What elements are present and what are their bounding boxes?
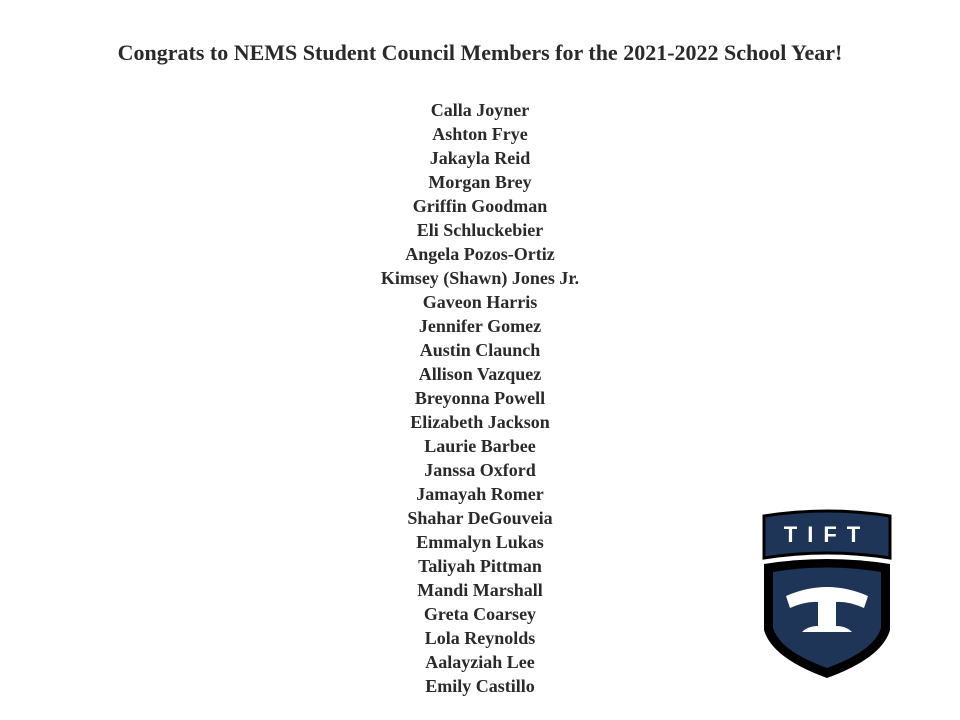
list-item: Allison Vazquez [418, 364, 542, 384]
list-item: Mandi Marshall [417, 580, 543, 600]
list-item: Aalayziah Lee [425, 652, 535, 672]
tift-shield-logo-icon [760, 508, 894, 682]
list-item: Lola Reynolds [424, 628, 536, 648]
list-item: Kimsey (Shawn) Jones Jr. [380, 268, 580, 288]
list-item: Emily Castillo [425, 676, 535, 696]
list-item: Taliyah Pittman [418, 556, 542, 576]
list-item: Austin Claunch [419, 340, 541, 360]
list-item: Greta Coarsey [423, 604, 537, 624]
list-item: Calla Joyner [430, 100, 530, 120]
list-item: Jamayah Romer [416, 484, 544, 504]
list-item: Janssa Oxford [424, 460, 536, 480]
list-item: Eli Schluckebier [416, 220, 544, 240]
list-item: Emmalyn Lukas [416, 532, 544, 552]
list-item: Breyonna Powell [414, 388, 546, 408]
logo-text: TIFT [783, 522, 871, 547]
list-item: Jennifer Gomez [418, 316, 542, 336]
list-item: Morgan Brey [428, 172, 532, 192]
list-item: Ashton Frye [432, 124, 528, 144]
list-item: Jakayla Reid [429, 148, 531, 168]
list-item: Shahar DeGouveia [407, 508, 553, 528]
list-item: Griffin Goodman [412, 196, 548, 216]
list-item: Laurie Barbee [424, 436, 536, 456]
page-title: Congrats to NEMS Student Council Members for the 2021-2022 School Year! [117, 40, 843, 65]
list-item: Elizabeth Jackson [410, 412, 550, 432]
list-item: Gaveon Harris [422, 292, 538, 312]
list-item: Angela Pozos-Ortiz [405, 244, 555, 264]
